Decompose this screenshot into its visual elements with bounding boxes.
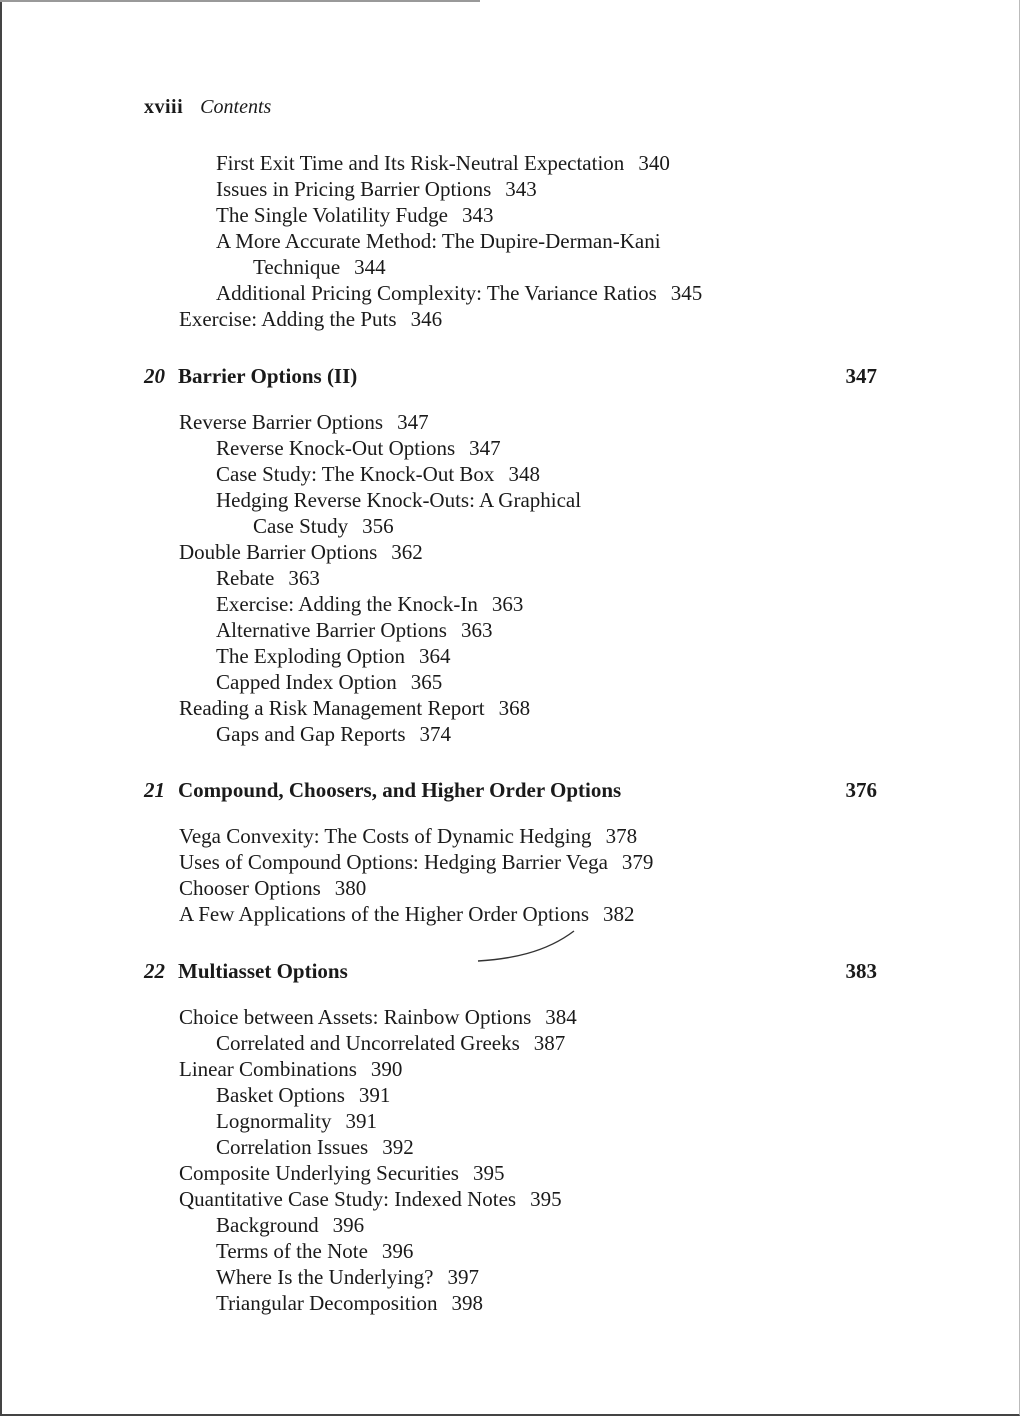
- toc-entry: Gaps and Gap Reports 374: [216, 722, 452, 746]
- toc-entry: A More Accurate Method: The Dupire-Derman-Kani: [216, 229, 661, 253]
- toc-entry: Correlated and Uncorrelated Greeks 387: [216, 1031, 566, 1055]
- toc-entry: Reverse Barrier Options 347: [179, 410, 429, 434]
- chapter-page-number: 376: [845, 778, 877, 802]
- toc-entry: Uses of Compound Options: Hedging Barrier Vega 379: [179, 850, 654, 874]
- chapter-heading: 21 Compound, Choosers, and Higher Order Options: [144, 778, 622, 802]
- toc-entry: Composite Underlying Securities 395: [179, 1161, 505, 1185]
- chapter-heading: 20 Barrier Options (II): [144, 364, 358, 388]
- toc-entry: The Exploding Option 364: [216, 644, 451, 668]
- toc-entry: Hedging Reverse Knock-Outs: A Graphical: [216, 488, 582, 512]
- scan-top-edge: [0, 0, 480, 2]
- toc-entry: Exercise: Adding the Puts 346: [179, 307, 443, 331]
- toc-entry: Issues in Pricing Barrier Options 343: [216, 177, 537, 201]
- toc-entry: Capped Index Option 365: [216, 670, 443, 694]
- chapter-page-number: 383: [845, 959, 877, 983]
- toc-entry: Chooser Options 380: [179, 876, 367, 900]
- toc-entry: Rebate 363: [216, 566, 320, 590]
- toc-entry: Case Study: The Knock-Out Box 348: [216, 462, 540, 486]
- pen-stroke-mark: [470, 925, 580, 967]
- toc-entry: A Few Applications of the Higher Order Options 382: [179, 902, 635, 926]
- toc-entry-continuation: Technique 344: [253, 255, 386, 279]
- toc-entry: Exercise: Adding the Knock-In 363: [216, 592, 524, 616]
- toc-entry: Basket Options 391: [216, 1083, 391, 1107]
- toc-entry: Background 396: [216, 1213, 365, 1237]
- toc-entry: The Single Volatility Fudge 343: [216, 203, 494, 227]
- toc-entry: Where Is the Underlying? 397: [216, 1265, 479, 1289]
- toc-entry: Quantitative Case Study: Indexed Notes 395: [179, 1187, 562, 1211]
- toc-entry: Alternative Barrier Options 363: [216, 618, 493, 642]
- running-head-title: Contents: [200, 96, 272, 118]
- toc-entry: Vega Convexity: The Costs of Dynamic Hedging 378: [179, 824, 638, 848]
- toc-entry: Lognormality 391: [216, 1109, 377, 1133]
- toc-entry: Linear Combinations 390: [179, 1057, 403, 1081]
- toc-entry: Triangular Decomposition 398: [216, 1291, 483, 1315]
- toc-entry: First Exit Time and Its Risk-Neutral Expectation 340: [216, 151, 670, 175]
- toc-entry: Reverse Knock-Out Options 347: [216, 436, 501, 460]
- toc-entry: Additional Pricing Complexity: The Variance Ratios 345: [216, 281, 703, 305]
- toc-entry: Correlation Issues 392: [216, 1135, 414, 1159]
- page-folio: xviii: [144, 96, 184, 118]
- chapter-heading: 22 Multiasset Options: [144, 959, 348, 983]
- toc-entry: Choice between Assets: Rainbow Options 384: [179, 1005, 577, 1029]
- toc-entry: Double Barrier Options 362: [179, 540, 423, 564]
- toc-entry: Terms of the Note 396: [216, 1239, 414, 1263]
- running-head: [144, 94, 271, 120]
- toc-entry: Reading a Risk Management Report 368: [179, 696, 531, 720]
- chapter-page-number: 347: [845, 364, 877, 388]
- toc-entry-continuation: Case Study 356: [253, 514, 394, 538]
